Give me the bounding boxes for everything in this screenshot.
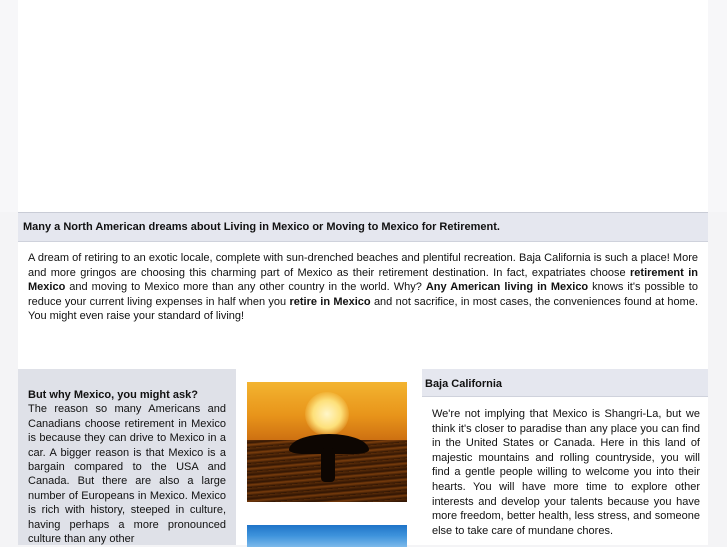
sun-shape [305, 392, 349, 436]
intro-bold-retire-in-mexico: retire in Mexico [289, 295, 371, 308]
baja-california-text: We're not implying that Mexico is Shangri-La, but we think it's closer to paradise than any place you can find in the United States or Canada. Here in this land of majestic mountains and rolling countryside, you will find a gentle people willing to welcome you into their hearts. You will have more time to explore other interests and develop your talents because you have more freedom, better health, less stress, and someone else to take care of mundane chores. [432, 408, 700, 537]
baja-california-column [422, 369, 708, 545]
intro-heading: Many a North American dreams about Living in Mexico or Moving to Mexico for Retirement. [18, 213, 708, 242]
intro-text-1: A dream of retiring to an exotic locale, complete with sun-drenched beaches and plentiful recreation. Baja California is such a place! More and more gringos are choosing this charming part of Mexico as their retirement destination. In fact, expatriates choose [28, 252, 698, 279]
image-column [236, 369, 422, 545]
why-mexico-text: The reason so many Americans and Canadians choose retirement in Mexico is because they can drive to Mexico in a car. A bigger reason is that Mexico is a bargain compared to the USA and Canada. But there are also a large number of Europeans in Mexico. Mexico is rich with history, steeped in culture, having perhaps a more pronounced culture than any other [28, 403, 226, 546]
blue-sea-image [247, 525, 407, 547]
why-mexico-question: But why Mexico, you might ask? [28, 389, 198, 401]
whale-stalk-shape [321, 448, 335, 482]
intro-text-2: and moving to Mexico more than any other country in the world. Why? [65, 281, 426, 294]
intro-bold-retirement-in-mexico: retirement in Mexico [28, 266, 698, 294]
whale-tail-sunset-image [247, 382, 407, 502]
intro-text-3: knows it's possible to reduce your current living expenses in half when you [28, 281, 698, 308]
baja-california-heading: Baja California [422, 369, 708, 397]
why-mexico-column [18, 369, 236, 545]
lower-section [18, 369, 708, 545]
intro-section [18, 212, 708, 368]
intro-text-4: and not sacrifice, in most cases, the conveniences found at home. You might even raise your standard of living! [28, 295, 698, 323]
intro-paragraph [18, 242, 708, 324]
intro-bold-american-living: Any American living in Mexico [425, 281, 589, 294]
